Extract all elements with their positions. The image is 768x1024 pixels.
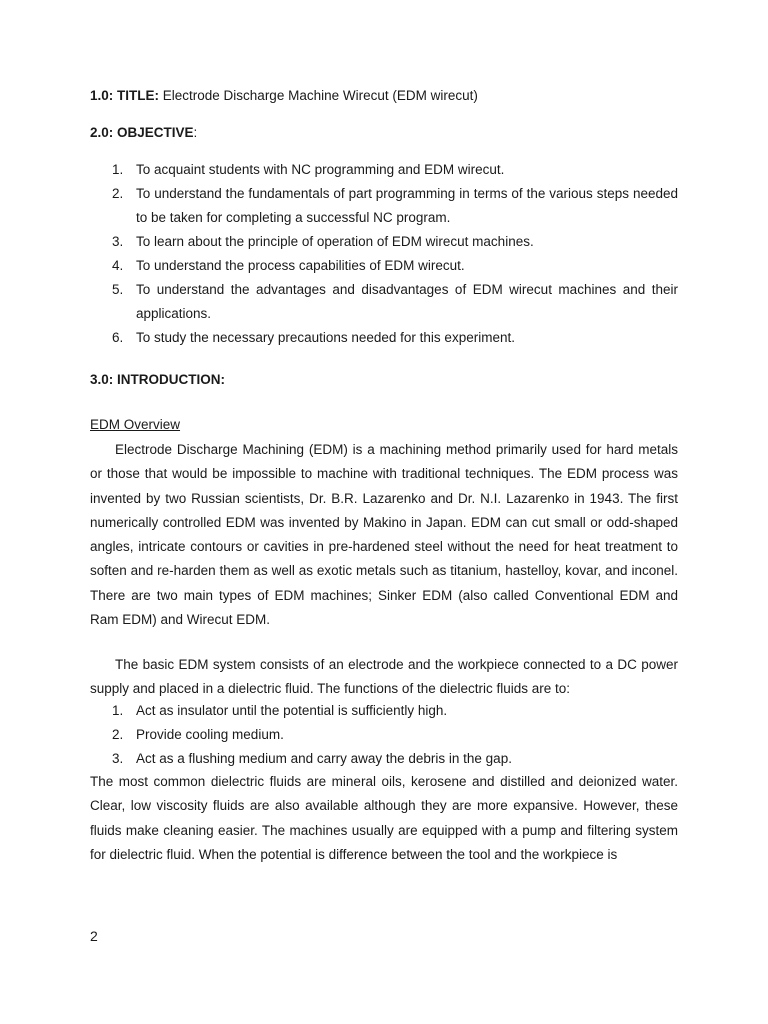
list-item-number: 2. <box>112 727 124 742</box>
list-item <box>90 326 678 350</box>
page-number: 2 <box>90 928 98 944</box>
section-title-label: 1.0: TITLE: <box>90 88 160 103</box>
list-item-text: Act as insulator until the potential is sufficiently high. <box>136 703 448 718</box>
list-item-text: To understand the fundamentals of part programming in terms of the various steps needed to be taken for completing a successful NC program. <box>136 186 678 225</box>
list-item-number: 3. <box>112 751 124 766</box>
objectives-list <box>90 158 678 350</box>
list-item-number: 3. <box>112 234 124 249</box>
list-item-text: To understand the process capabilities of EDM wirecut. <box>136 258 465 273</box>
section-introduction-heading <box>90 372 225 387</box>
list-item <box>90 723 678 747</box>
list-item <box>90 254 678 278</box>
list-item-number: 2. <box>112 186 124 201</box>
list-item <box>90 699 678 723</box>
list-item-number: 4. <box>112 258 124 273</box>
section-title-text: Electrode Discharge Machine Wirecut (EDM wirecut) <box>159 88 478 103</box>
list-item <box>90 747 678 771</box>
dielectric-fluids-paragraph: The most common dielectric fluids are mineral oils, kerosene and distilled and deionized water. Clear, low viscosity fluids are also available although they are more expansive. However, these fluids make cleaning easier. The machines usually are equipped with a pump and filtering system for dielectric fluid. When the potential is difference between the tool and the workpiece is <box>90 774 678 862</box>
list-item-text: To study the necessary precautions needed for this experiment. <box>136 330 515 345</box>
list-item-number: 6. <box>112 330 124 345</box>
section-objective-colon: : <box>193 125 198 140</box>
list-item <box>90 158 678 182</box>
overview-paragraph: Electrode Discharge Machining (EDM) is a machining method primarily used for hard metals or those that would be impossible to machine with traditional techniques. The EDM process was invented by two Russian scientists, Dr. B.R. Lazarenko and Dr. N.I. Lazarenko in 1943. The first numerically controlled EDM was invented by Makino in Japan. EDM can cut small or odd-shaped angles, intricate contours or cavities in pre-hardened steel without the need for heat treatment to soften and re-harden them as well as exotic metals such as titanium, hastelloy, kovar, and inconel. There are two main types of EDM machines; Sinker EDM (also called Conventional EDM and Ram EDM) and Wirecut EDM. <box>90 442 678 628</box>
list-item-text: To acquaint students with NC programming and EDM wirecut. <box>136 162 505 177</box>
list-item-text: Act as a flushing medium and carry away the debris in the gap. <box>136 751 512 766</box>
section-objective-heading <box>90 125 197 140</box>
list-item <box>90 278 678 326</box>
section-introduction-label: 3.0: INTRODUCTION: <box>90 372 225 387</box>
list-item <box>90 182 678 230</box>
list-item <box>90 230 678 254</box>
dielectric-functions-list <box>90 699 678 771</box>
list-item-text: To learn about the principle of operation of EDM wirecut machines. <box>136 234 534 249</box>
list-item-text: To understand the advantages and disadvantages of EDM wirecut machines and their applications. <box>136 282 678 321</box>
list-item-text: Provide cooling medium. <box>136 727 284 742</box>
list-item-number: 1. <box>112 703 124 718</box>
basic-system-paragraph: The basic EDM system consists of an electrode and the workpiece connected to a DC power supply and placed in a dielectric fluid. The functions of the dielectric fluids are to: <box>90 657 678 697</box>
edm-overview-subheading: EDM Overview <box>90 417 181 432</box>
list-item-number: 5. <box>112 282 124 297</box>
section-title-heading <box>90 88 478 103</box>
section-objective-label: 2.0: OBJECTIVE <box>90 125 194 140</box>
list-item-number: 1. <box>112 162 124 177</box>
